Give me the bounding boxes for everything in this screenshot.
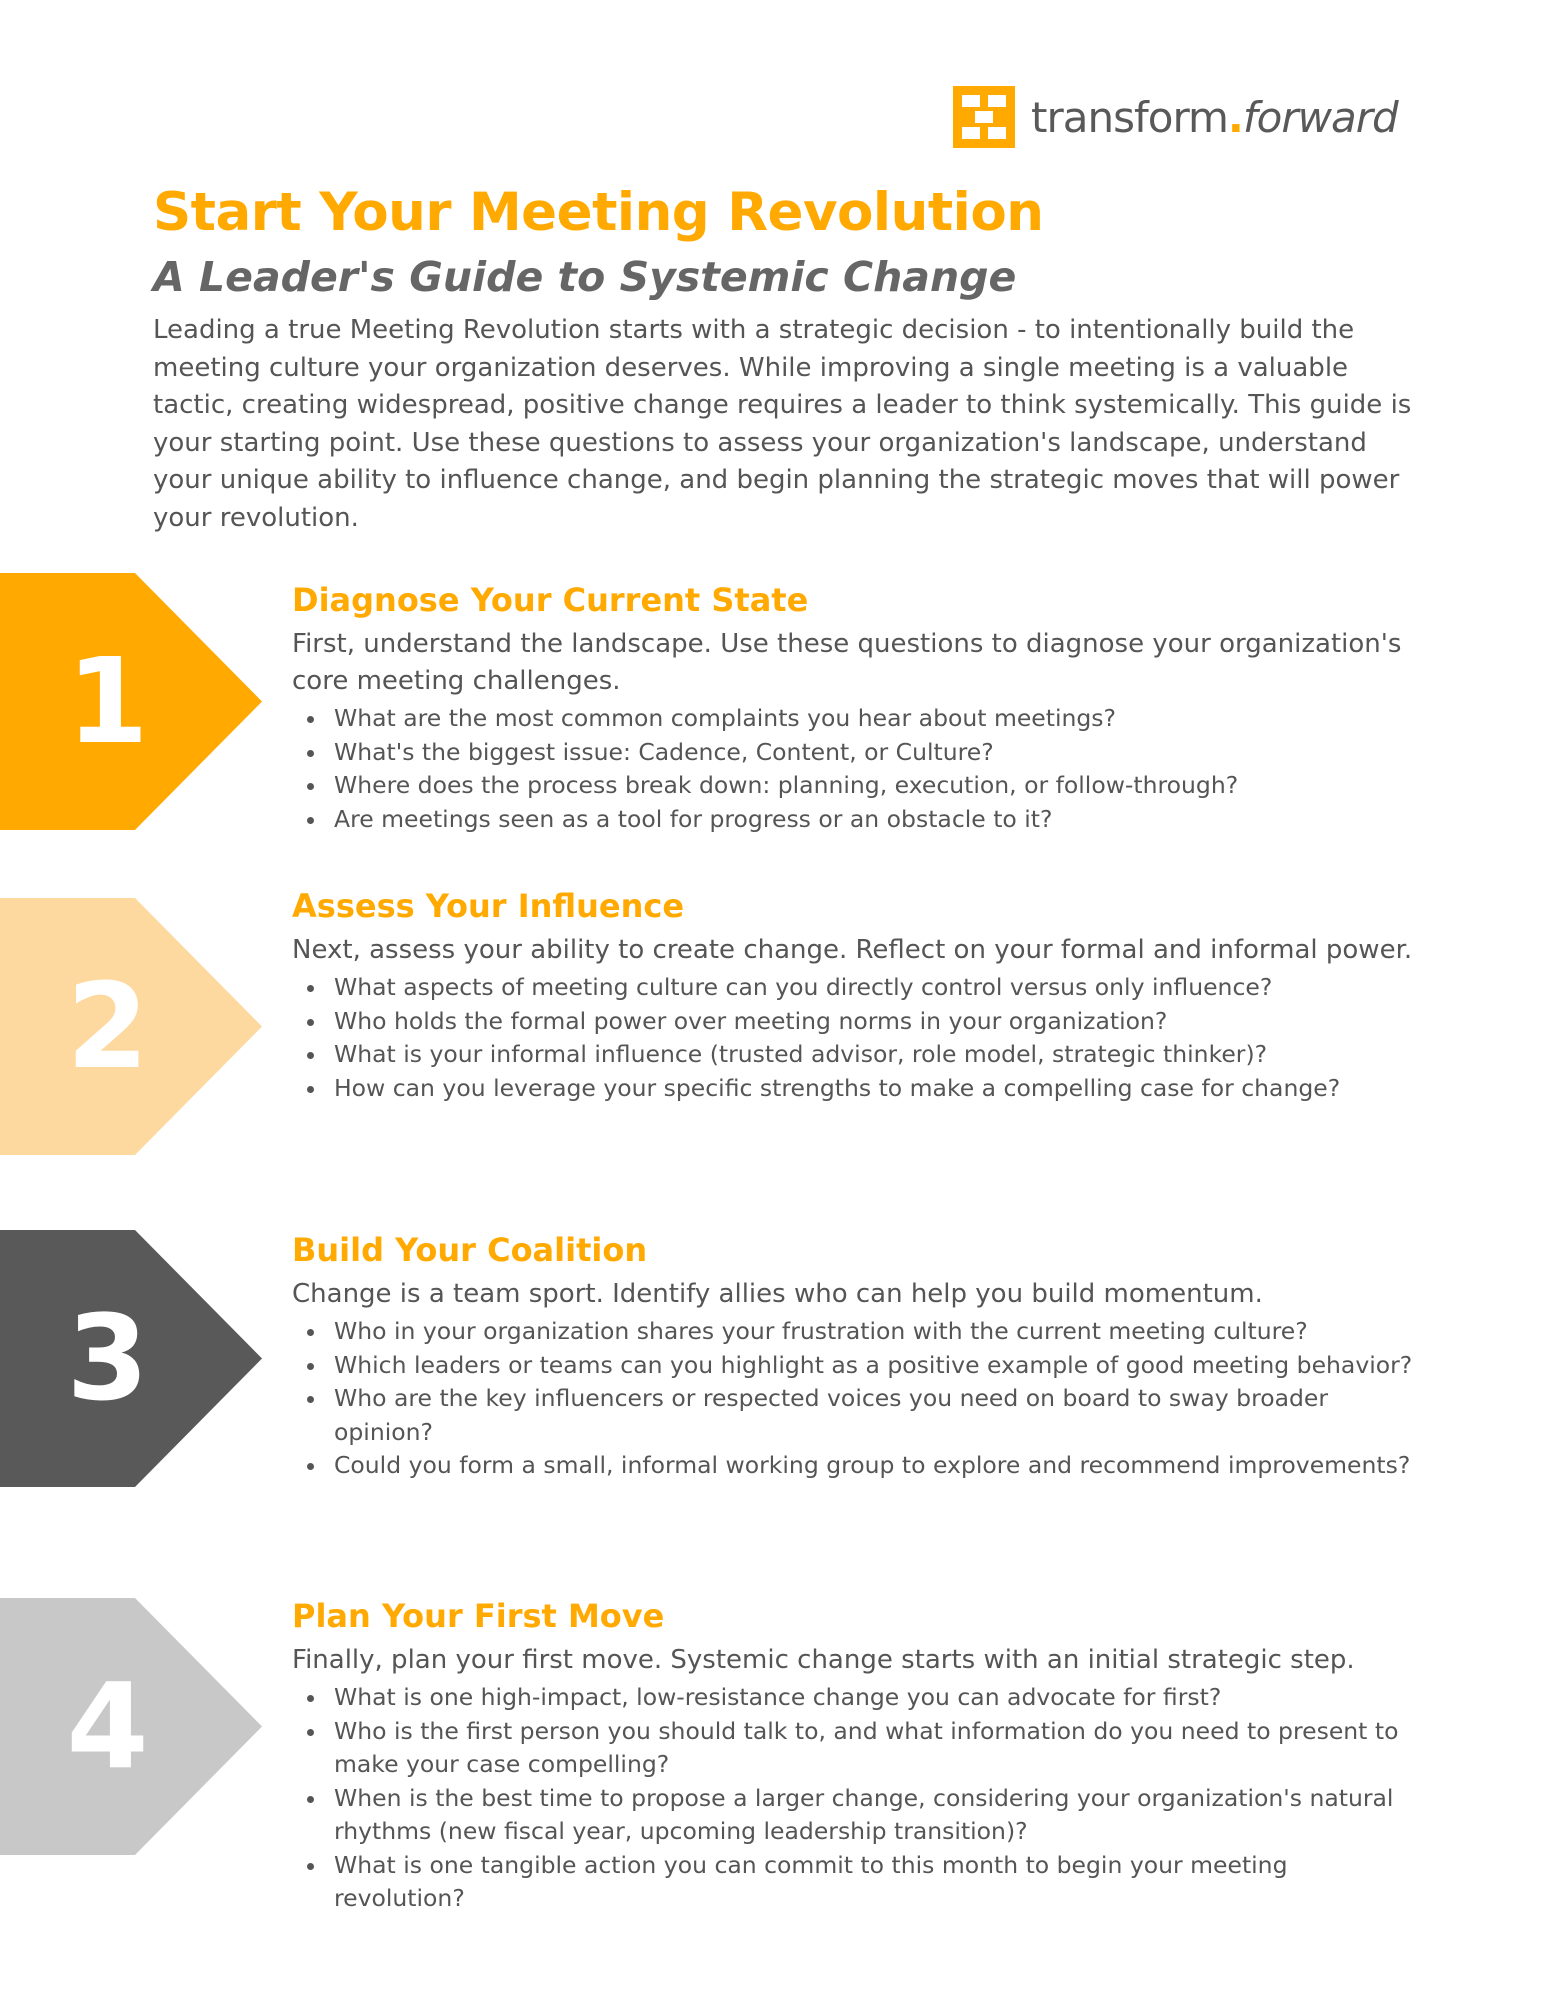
step-3-title: Build Your Coalition <box>292 1231 648 1269</box>
list-item: When is the best time to propose a larger change, considering your organization's natural rhythms (new fiscal year, upcoming leadership transition)? <box>334 1782 1422 1849</box>
list-item: Are meetings seen as a tool for progress or an obstacle to it? <box>334 803 1422 837</box>
step-4-number: 4 <box>66 1657 149 1795</box>
list-item: Where does the process break down: planning, execution, or follow-through? <box>334 769 1422 803</box>
list-item: What is one high-impact, low-resistance change you can advocate for first? <box>334 1681 1422 1715</box>
step-2-number: 2 <box>66 957 149 1095</box>
list-item: Which leaders or teams can you highlight as a positive example of good meeting behavior? <box>334 1349 1422 1383</box>
list-item: Who are the key influencers or respected voices you need on board to sway broader opinion? <box>334 1382 1422 1449</box>
list-item: Could you form a small, informal working group to explore and recommend improvements? <box>334 1449 1422 1483</box>
list-item: What is your informal influence (trusted advisor, role model, strategic thinker)? <box>334 1038 1422 1072</box>
list-item: Who is the first person you should talk to, and what information do you need to present to make your case compelling? <box>334 1715 1422 1782</box>
step-1-number: 1 <box>66 632 149 770</box>
brand-name-dot: . <box>1227 92 1243 142</box>
step-3-question-list <box>292 1315 1422 1483</box>
page-subtitle: A Leader's Guide to Systemic Change <box>153 253 1017 301</box>
step-4-title: Plan Your First Move <box>292 1597 665 1635</box>
step-1-content <box>292 580 1422 836</box>
brand-wordmark <box>1031 93 1398 142</box>
step-1-title: Diagnose Your Current State <box>292 581 809 619</box>
list-item: What's the biggest issue: Cadence, Content, or Culture? <box>334 736 1422 770</box>
step-3-number: 3 <box>66 1289 149 1427</box>
brand-name-part1: transform <box>1031 92 1228 142</box>
list-item: Who holds the formal power over meeting norms in your organization? <box>334 1005 1422 1039</box>
step-2-question-list <box>292 971 1422 1105</box>
step-2-description: Next, assess your ability to create change. Reflect on your formal and informal power. <box>292 935 1413 965</box>
step-4-content <box>292 1596 1422 1916</box>
brand-logo <box>953 86 1398 148</box>
step-3-description: Change is a team sport. Identify allies who can help you build momentum. <box>292 1279 1263 1309</box>
step-2-title: Assess Your Influence <box>292 887 685 925</box>
step-3-content <box>292 1230 1422 1483</box>
list-item: How can you leverage your specific strengths to make a compelling case for change? <box>334 1072 1422 1106</box>
page-title: Start Your Meeting Revolution <box>153 182 1044 243</box>
list-item: Who in your organization shares your frustration with the current meeting culture? <box>334 1315 1422 1349</box>
step-2-content <box>292 886 1422 1105</box>
list-item: What are the most common complaints you hear about meetings? <box>334 702 1422 736</box>
transform-forward-logo-icon <box>953 86 1015 148</box>
intro-paragraph: Leading a true Meeting Revolution starts with a strategic decision - to intentionally build the meeting culture your organization deserves. While improving a single meeting is a valuable tactic, creating widespread, positive change requires a leader to think systemically. This guide is your starting point. Use these questions to assess your organization's landscape, understand your unique ability to influence change, and begin planning the strategic moves that will power your revolution. <box>153 315 1412 533</box>
list-item: What is one tangible action you can commit to this month to begin your meeting revolution? <box>334 1849 1422 1916</box>
step-1-question-list <box>292 702 1422 836</box>
list-item: What aspects of meeting culture can you directly control versus only influence? <box>334 971 1422 1005</box>
step-4-description: Finally, plan your first move. Systemic change starts with an initial strategic step. <box>292 1645 1355 1675</box>
brand-name-part2: forward <box>1242 92 1398 142</box>
step-4-question-list <box>292 1681 1422 1916</box>
step-1-description: First, understand the landscape. Use these questions to diagnose your organization's core meeting challenges. <box>292 629 1402 696</box>
